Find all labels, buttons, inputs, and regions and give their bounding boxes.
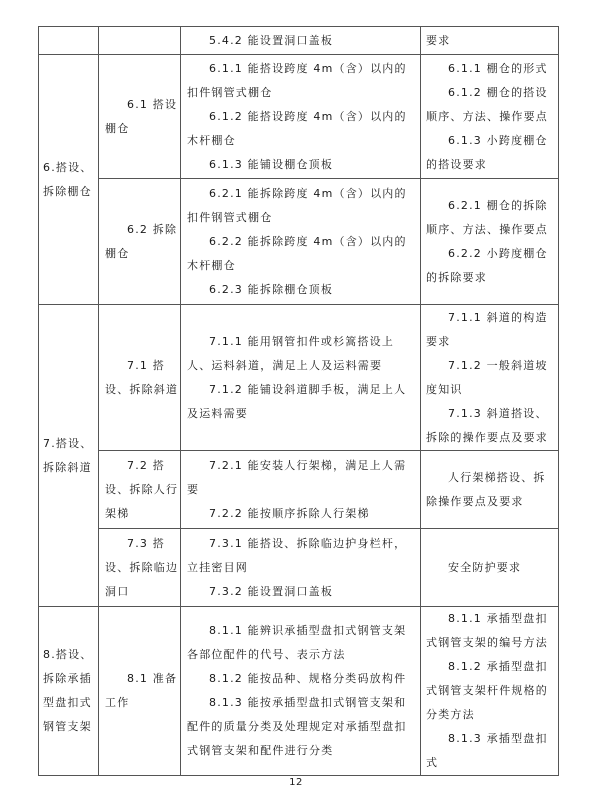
skill-item: 6.2.2 能拆除跨度 4m（含）以内的木杆棚仓	[187, 234, 407, 272]
knowledge-cell	[421, 55, 559, 179]
skill-cell	[181, 179, 421, 305]
job-label: 7.搭设、拆除斜道	[43, 436, 93, 474]
skill-item: 8.1.3 能按承插型盘扣式钢管支架和配件的质量分类及处理规定对承插型盘扣式钢管支架和配件进行分类	[187, 696, 407, 757]
table-row	[39, 529, 559, 607]
unit-cell: 7.1 搭设、拆除斜道	[99, 305, 181, 451]
page-number: 12	[289, 777, 303, 788]
knowledge-item: 6.1.1 棚仓的形式	[448, 61, 548, 75]
knowledge-cell	[421, 607, 559, 776]
job-cell-empty	[39, 27, 99, 55]
knowledge-item: 6.1.2 棚仓的搭设顺序、方法、操作要点	[426, 85, 548, 123]
job-label: 6.搭设、拆除棚仓	[43, 160, 93, 198]
skill-cell: 5.4.2 能设置洞口盖板	[181, 27, 421, 55]
job-label: 8.搭设、拆除承插型盘扣式钢管支架	[43, 648, 93, 733]
skill-cell	[181, 451, 421, 529]
knowledge-item: 8.1.1 承插型盘扣式钢管支架的编号方法	[426, 612, 548, 649]
skill-item: 7.1.1 能用钢管扣件或杉篙搭设上人、运料斜道，满足上人及运料需要	[187, 334, 395, 372]
knowledge-item: 8.1.2 承插型盘扣式钢管支架杆件规格的分类方法	[426, 660, 548, 721]
job-cell	[39, 305, 99, 607]
skill-item: 6.2.3 能拆除棚仓顶板	[209, 282, 334, 296]
unit-cell: 7.2 搭设、拆除人行架梯	[99, 451, 181, 529]
knowledge-item: 6.1.3 小跨度棚仓的搭设要求	[426, 133, 548, 171]
knowledge-cell: 要求	[421, 27, 559, 55]
unit-cell-empty	[99, 27, 181, 55]
skill-requirements-table	[38, 26, 559, 776]
knowledge-item: 6.2.2 小跨度棚仓的拆除要求	[426, 246, 548, 284]
skill-item: 8.1.1 能辨识承插型盘扣式钢管支架各部位配件的代号、表示方法	[187, 624, 407, 661]
knowledge-cell	[421, 305, 559, 451]
knowledge-item: 6.2.1 棚仓的拆除顺序、方法、操作要点	[426, 198, 548, 236]
standards-table-page	[38, 26, 558, 776]
unit-cell: 6.1 搭设棚仓	[99, 55, 181, 179]
table-row	[39, 607, 559, 776]
table-row	[39, 55, 559, 179]
skill-item: 7.3.2 能设置洞口盖板	[209, 584, 334, 598]
knowledge-cell: 安全防护要求	[421, 529, 559, 607]
job-cell	[39, 607, 99, 776]
skill-cell	[181, 607, 421, 776]
skill-item: 7.1.2 能铺设斜道脚手板，满足上人及运料需要	[187, 382, 407, 420]
skill-item: 7.2.1 能安装人行架梯，满足上人需要	[187, 458, 407, 496]
skill-item: 6.2.1 能拆除跨度 4m（含）以内的扣件钢管式棚仓	[187, 186, 407, 224]
table-row	[39, 305, 559, 451]
skill-item: 7.3.1 能搭设、拆除临边护身栏杆，立挂密目网	[187, 536, 407, 574]
table-row	[39, 179, 559, 305]
skill-item: 6.1.3 能铺设棚仓顶板	[209, 157, 334, 171]
knowledge-item: 7.1.3 斜道搭设、拆除的操作要点及要求	[426, 406, 548, 444]
knowledge-item: 8.1.3 承插型盘扣式	[426, 732, 548, 769]
unit-cell: 8.1 准备工作	[99, 607, 181, 776]
skill-cell	[181, 305, 421, 451]
skill-item: 8.1.2 能按品种、规格分类码放构件	[209, 672, 407, 685]
job-cell	[39, 55, 99, 305]
table-row	[39, 451, 559, 529]
table-row	[39, 27, 559, 55]
skill-item: 7.2.2 能按顺序拆除人行架梯	[209, 506, 370, 520]
skill-cell	[181, 529, 421, 607]
knowledge-item: 7.1.2 一般斜道坡度知识	[426, 358, 548, 396]
skill-cell	[181, 55, 421, 179]
unit-cell: 6.2 拆除棚仓	[99, 179, 181, 305]
unit-cell: 7.3 搭设、拆除临边洞口	[99, 529, 181, 607]
skill-item: 6.1.1 能搭设跨度 4m（含）以内的扣件钢管式棚仓	[187, 61, 407, 99]
knowledge-cell	[421, 179, 559, 305]
knowledge-cell: 人行架梯搭设、拆除操作要点及要求	[421, 451, 559, 529]
knowledge-item: 7.1.1 斜道的构造要求	[426, 310, 548, 348]
skill-item: 6.1.2 能搭设跨度 4m（含）以内的木杆棚仓	[187, 109, 407, 147]
